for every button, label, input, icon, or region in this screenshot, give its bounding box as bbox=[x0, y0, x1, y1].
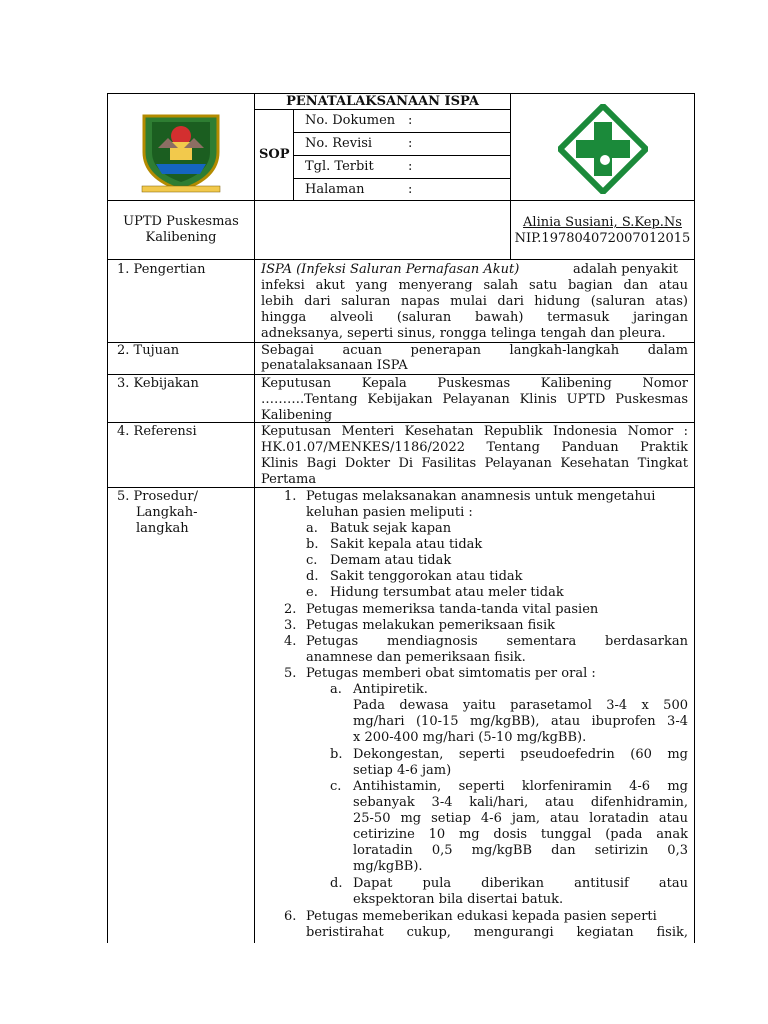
pengertian-line2: infeksi akut yang menyerang salah satu bagian dan atau bbox=[261, 278, 688, 293]
obat-c-line1: Antihistamin, seperti klorfeniramin 4-6 mg bbox=[353, 779, 688, 794]
pengertian-line1a: ISPA (Infeksi Saluran Pernafasan Akut) bbox=[261, 262, 520, 277]
obat-a-line3: mg/hari (10-15 mg/kgBB), atau ibuprofen 3-4 bbox=[353, 714, 688, 729]
kebijakan-line1: Keputusan Kepala Puskesmas Kalibening Nomor bbox=[261, 376, 688, 391]
signer-name: Alinia Susiani, S.Kep.Ns bbox=[523, 215, 682, 230]
meta-label-dokumen: No. Dokumen bbox=[305, 113, 396, 128]
section-label-prosedur-2: Langkah- bbox=[136, 505, 198, 520]
referensi-line1: Keputusan Menteri Kesehatan Republik Indonesia Nomor : bbox=[261, 424, 688, 439]
meta-label-revisi: No. Revisi bbox=[305, 136, 373, 151]
step-4-number: 4. bbox=[284, 634, 297, 649]
step-3-number: 3. bbox=[284, 618, 297, 633]
org-name-line2: Kalibening bbox=[145, 230, 217, 245]
section-label-kebijakan: 3. Kebijakan bbox=[117, 376, 199, 391]
sop-label: SOP bbox=[259, 147, 290, 162]
meta-row-2 bbox=[293, 155, 511, 156]
pengertian-line4: hingga alveoli (saluran bawah) termasuk jaringan bbox=[261, 310, 688, 325]
meta-row-1 bbox=[293, 132, 511, 133]
step-1-line2: keluhan pasien meliputi : bbox=[306, 505, 473, 520]
sub-b-text: Sakit kepala atau tidak bbox=[330, 537, 483, 552]
page-title: PENATALAKSANAAN ISPA bbox=[286, 94, 479, 109]
sub-d-letter: d. bbox=[306, 569, 319, 584]
meta-label-halaman: Halaman bbox=[305, 182, 365, 197]
section-label-tujuan: 2. Tujuan bbox=[117, 343, 180, 358]
sub-e-letter: e. bbox=[306, 585, 318, 600]
obat-b-line2: setiap 4-6 jam) bbox=[353, 763, 452, 778]
sub-d-text: Sakit tenggorokan atau tidak bbox=[330, 569, 523, 584]
meta-sep-halaman: : bbox=[408, 182, 413, 197]
tujuan-line1: Sebagai acuan penerapan langkah-langkah dalam bbox=[261, 343, 688, 358]
referensi-line2: HK.01.07/MENKES/1186/2022 Tentang Panduan Praktik bbox=[261, 440, 688, 455]
step-6-line1: Petugas memeberikan edukasi kepada pasien seperti bbox=[306, 909, 657, 924]
obat-c-line3: 25-50 mg setiap 4-6 jam, atau loratadin atau bbox=[353, 811, 688, 826]
obat-c-letter: c. bbox=[330, 779, 342, 794]
sub-c-text: Demam atau tidak bbox=[330, 553, 452, 568]
row-line-4 bbox=[107, 487, 695, 488]
section-label-pengertian: 1. Pengertian bbox=[117, 262, 206, 277]
obat-b-line1: Dekongestan, seperti pseudoefedrin (60 mg bbox=[353, 747, 688, 762]
obat-c-line6: mg/kgBB). bbox=[353, 859, 423, 874]
step-3-text: Petugas melakukan pemeriksaan fisik bbox=[306, 618, 555, 633]
meta-sep-revisi: : bbox=[408, 136, 413, 151]
obat-c-line5: loratadin 0,5 mg/kgBB dan setirizin 0,3 bbox=[353, 843, 688, 858]
obat-d-line2: ekspektoran bila disertai batuk. bbox=[353, 892, 564, 907]
health-cross-icon bbox=[558, 104, 648, 194]
step-2-number: 2. bbox=[284, 602, 297, 617]
sub-e-text: Hidung tersumbat atau meler tidak bbox=[330, 585, 564, 600]
obat-d-letter: d. bbox=[330, 876, 343, 891]
step-1-line1: Petugas melaksanakan anamnesis untuk mengetahui bbox=[306, 489, 656, 504]
step-4-line2: anamnese dan pemeriksaan fisik. bbox=[306, 650, 526, 665]
header-bottom bbox=[107, 200, 695, 201]
meta-row-3 bbox=[293, 178, 511, 179]
row-line-3 bbox=[107, 422, 695, 423]
step-6-number: 6. bbox=[284, 909, 297, 924]
step-5-number: 5. bbox=[284, 666, 297, 681]
obat-a-line2: Pada dewasa yaitu parasetamol 3-4 x 500 bbox=[353, 698, 688, 713]
obat-a-letter: a. bbox=[330, 682, 342, 697]
obat-c-line2: sebanyak 3-4 kali/hari, atau difenhidramin, bbox=[353, 795, 688, 810]
section-label-prosedur: 5. Prosedur/ bbox=[117, 489, 198, 504]
table-border-right bbox=[694, 93, 695, 943]
obat-d-line1: Dapat pula diberikan antitusif atau bbox=[353, 876, 688, 891]
signer-nip: NIP.197804072007012015 bbox=[514, 231, 691, 246]
obat-c-line4: cetirizine 10 mg dosis tunggal (pada anak bbox=[353, 827, 688, 842]
section-label-referensi: 4. Referensi bbox=[117, 424, 197, 439]
regency-crest-logo bbox=[138, 108, 224, 196]
referensi-line4: Pertama bbox=[261, 472, 317, 487]
pengertian-line1b: adalah penyakit bbox=[573, 262, 678, 277]
referensi-line3: Klinis Bagi Dokter Di Fasilitas Pelayanan Kesehatan Tingkat bbox=[261, 456, 688, 471]
meta-sep-dokumen: : bbox=[408, 113, 413, 128]
step-4-line1: Petugas mendiagnosis sementara berdasarkan bbox=[306, 634, 688, 649]
step-5-text: Petugas memberi obat simtomatis per oral : bbox=[306, 666, 596, 681]
sub-c-letter: c. bbox=[306, 553, 318, 568]
kebijakan-line2: ……….Tentang Kebijakan Pelayanan Klinis UPTD Puskesmas bbox=[261, 392, 688, 407]
sub-a-letter: a. bbox=[306, 521, 318, 536]
crest-icon bbox=[138, 108, 224, 196]
pengertian-line5: adneksanya, seperti sinus, rongga telinga tengah dan pleura. bbox=[261, 326, 666, 341]
kebijakan-line3: Kalibening bbox=[261, 408, 333, 423]
sub-b-letter: b. bbox=[306, 537, 319, 552]
tujuan-line2: penatalaksanaan ISPA bbox=[261, 358, 408, 373]
step-1-number: 1. bbox=[284, 489, 297, 504]
step-6-line2: beristirahat cukup, mengurangi kegiatan fisik, bbox=[306, 925, 688, 940]
org-name-line1: UPTD Puskesmas bbox=[123, 214, 239, 229]
step-2-text: Petugas memeriksa tanda-tanda vital pasien bbox=[306, 602, 599, 617]
sub-a-text: Batuk sejak kapan bbox=[330, 521, 452, 536]
meta-label-terbit: Tgl. Terbit bbox=[305, 159, 374, 174]
col-divider-left bbox=[254, 93, 255, 943]
section-label-prosedur-3: langkah bbox=[136, 521, 189, 536]
obat-a-line1: Antipiretik. bbox=[353, 682, 428, 697]
row-line-org bbox=[107, 259, 695, 260]
pengertian-line3: lebih dari saluran napas mulai dari hidung (saluran atas) bbox=[261, 294, 688, 309]
obat-a-line4: x 200-400 mg/hari (5-10 mg/kgBB). bbox=[353, 730, 587, 745]
puskesmas-cross-logo bbox=[558, 104, 648, 194]
obat-b-letter: b. bbox=[330, 747, 343, 762]
meta-sep-terbit: : bbox=[408, 159, 413, 174]
